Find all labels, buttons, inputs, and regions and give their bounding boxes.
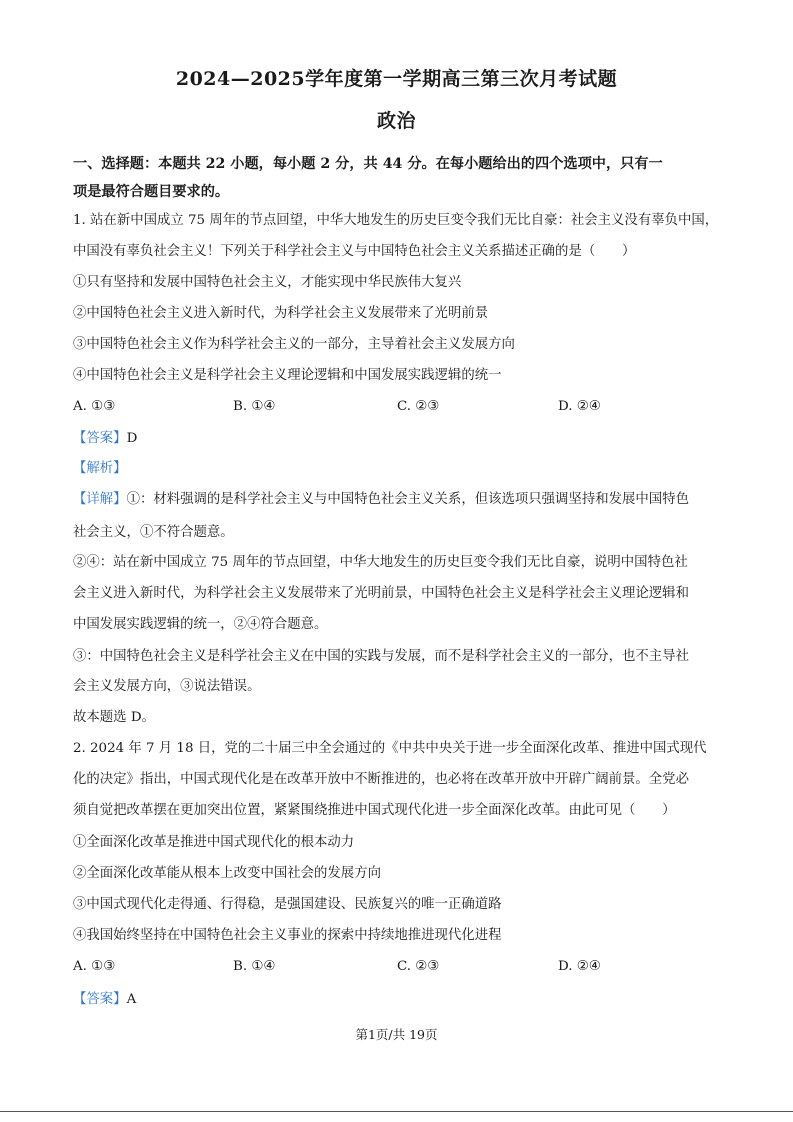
q1-option-c: C. ②③ <box>397 399 440 414</box>
q1-analysis-label: 【解析】 <box>73 461 127 476</box>
q1-detail-line2: 社会主义，①不符合题意。 <box>73 525 234 540</box>
subject-title: 政治 <box>376 110 416 132</box>
q2-option-d: D. ②④ <box>558 959 601 974</box>
q2-stem-line3: 须自觉把改革摆在更加突出位置，紧紧围绕推进中国式现代化进一步全面深化改革。由此可见（ ） <box>73 803 676 818</box>
q2-item-4: ④我国始终坚持在中国特色社会主义事业的探索中持续地推进现代化进程 <box>73 928 502 943</box>
q2-item-3: ③中国式现代化走得通、行得稳，是强国建设、民族复兴的唯一正确道路 <box>73 897 502 912</box>
section-heading-line1: 一、选择题：本题共 22 小题，每小题 2 分，共 44 分。在每小题给出的四个选项中，只有一 <box>73 156 663 172</box>
q1-detail-line6: ③：中国特色社会主义是科学社会主义在中国的实践与发展，而不是科学社会主义的一部分，也不主导社 <box>73 649 689 664</box>
q1-item-3: ③中国特色社会主义作为科学社会主义的一部分，主导着社会主义发展方向 <box>73 337 515 352</box>
q1-option-b: B. ①④ <box>233 399 276 414</box>
q1-conclusion: 故本题选 D。 <box>73 710 155 725</box>
q2-option-a: A. ①③ <box>73 959 116 974</box>
q1-item-2: ②中国特色社会主义进入新时代，为科学社会主义发展带来了光明前景 <box>73 306 489 321</box>
q2-option-b: B. ①④ <box>233 959 276 974</box>
q2-answer <box>73 990 733 1010</box>
q1-detail-line1 <box>73 490 733 510</box>
q2-option-c: C. ②③ <box>397 959 440 974</box>
q1-stem-line1: 1. 站在新中国成立 75 周年的节点回望，中华大地发生的历史巨变令我们无比自豪：社会主义没有辜负中国， <box>73 213 719 228</box>
q1-detail-line5: 中国发展实践逻辑的统一，②④符合题意。 <box>73 617 328 632</box>
q1-item-4: ④中国特色社会主义是科学社会主义理论逻辑和中国发展实践逻辑的统一 <box>73 368 502 383</box>
q2-stem-line2: 化的决定》指出，中国式现代化是在改革开放中不断推进的，也必将在改革开放中开辟广阔前景。全党必 <box>73 772 689 787</box>
q1-answer-value: D <box>126 431 138 446</box>
q1-stem-line2: 中国没有辜负社会主义！下列关于科学社会主义与中国特色社会主义关系描述正确的是（ ） <box>73 244 636 259</box>
bottom-divider <box>0 1111 793 1112</box>
q2-item-2: ②全面深化改革能从根本上改变中国社会的发展方向 <box>73 866 381 881</box>
q2-stem-line1: 2. 2024 年 7 月 18 日，党的二十届三中全会通过的《中共中央关于进一步全面深化改革、推进中国式现代 <box>73 741 707 756</box>
q1-answer-label: 【答案】 <box>73 431 127 446</box>
q2-answer-label: 【答案】 <box>73 992 127 1007</box>
q2-answer-value: A <box>126 992 137 1007</box>
q2-item-1: ①全面深化改革是推进中国式现代化的根本动力 <box>73 835 355 850</box>
q1-option-d: D. ②④ <box>558 399 601 414</box>
q1-detail-line7: 会主义发展方向，③说法错误。 <box>73 679 261 694</box>
q1-option-a: A. ①③ <box>73 399 116 414</box>
page-number: 第1页/共 19页 <box>355 1027 438 1042</box>
section-heading-line2: 项是最符合题目要求的。 <box>73 184 230 200</box>
q1-detail-text1: ①：材料强调的是科学社会主义与中国特色社会主义关系，但该选项只强调坚持和发展中国特色 <box>126 492 689 507</box>
q1-detail-label: 【详解】 <box>73 492 127 507</box>
exam-title: 2024—2025学年度第一学期高三第三次月考试题 <box>175 68 618 90</box>
q1-detail-line4: 会主义进入新时代，为科学社会主义发展带来了光明前景，中国特色社会主义是科学社会主义理论逻辑和 <box>73 586 689 601</box>
q1-detail-line3: ②④：站在新中国成立 75 周年的节点回望，中华大地发生的历史巨变令我们无比自豪，说明中国特色社 <box>73 555 688 570</box>
q1-answer <box>73 429 733 449</box>
q1-item-1: ①只有坚持和发展中国特色社会主义，才能实现中华民族伟大复兴 <box>73 275 462 290</box>
